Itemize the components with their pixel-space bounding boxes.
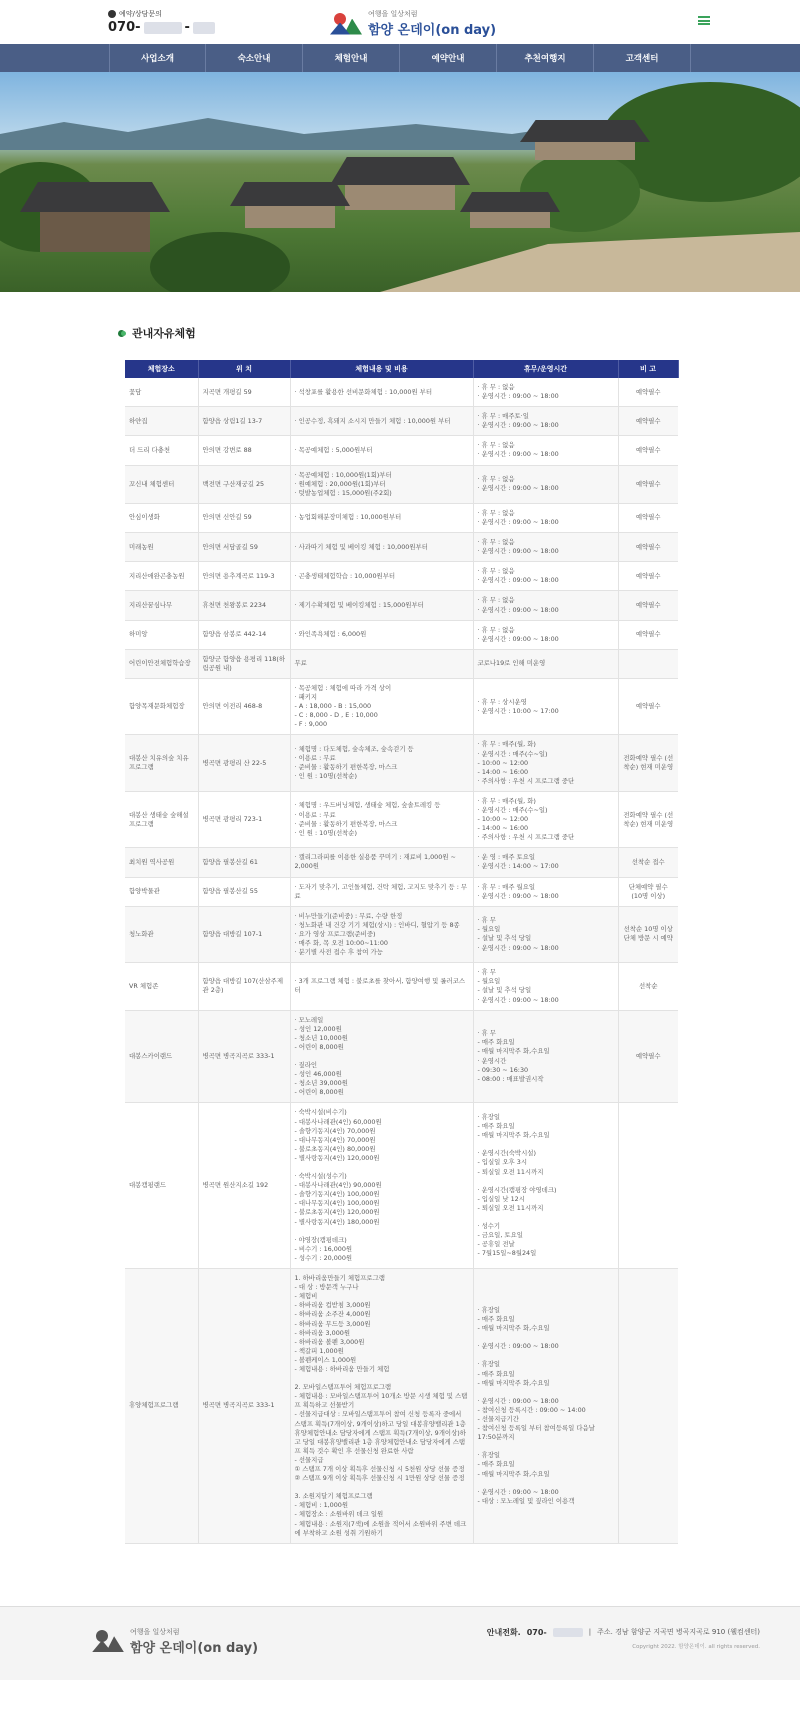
table-row: [125, 503, 678, 532]
table-cell: 안의면 신안길 59: [198, 503, 290, 532]
table-cell: · 휴 무 : 없음 · 운영시간 : 09:00 ~ 18:00: [473, 503, 618, 532]
table-body: [125, 378, 678, 1543]
site-footer: [0, 1606, 800, 1680]
table-header-cell: 체험장소: [125, 360, 198, 378]
table-cell: · 휴 무 - 매주 화요일 - 매월 마지막주 화,수요일 · 운영시간 - 09:30 ~ 16:30 - 08:00 : 매표발권시작: [473, 1010, 618, 1103]
table-row: [125, 735, 678, 791]
blurred-number: [553, 1628, 583, 1637]
table-cell: 미래농원: [125, 533, 198, 562]
table-row: [125, 877, 678, 906]
table-cell: 1. 하바리움만들기 체험프로그램 - 대 상 : 방문객 누구나 - 체험비 - 하바리움 컵받침 3,000원 - 하바리움 소주잔 4,000원 - 하바리움 무드등 3,000원 - 하바리움 3,000원 - 하바리움 볼펜 3,000원 - 책갈피 1,000원 - 볼펜케이스 1,000원 - 체험내용 : 하바리움 만들기 체험 2. 모바일스탬프투어 체험프로그램 - 체험내용 : 모바일스탬프투어 10개소 방문 시생 체험 및 스탬프 획득하고 선물받기 - 선물지급대상 : 모바일스탬프투어 참여 신청 등록자 중에서 스탬프 획득(7개이상, 9개이상)하고 당일 대봉휴양밸리관 1층 휴양체험안내소 담당자에게 스탬프 획득(7개이상, 9개이상)하고 당일 대봉휴양밸리관 1층 휴양체험안내소 담당자에게 스탬프 획득 것수 확인 후 선물신청 완료한 사람 - 선물지급 ① 스탬프 7개 이상 획득후 선물신청 시 5천원 상당 선물 증정 ② 스탬프 9개 이상 획득후 선물신청 시 1만원 상당 선물 증정 3. 소원지달기 체험프로그램 - 체험비 : 1,000원 - 체험장소 : 소원바위 데크 일원 - 체험내용 : 소원지(7색)에 소원을 적어서 소원바위 주변 데크에 부착하고 소원 성취 기원하기: [290, 1269, 473, 1544]
nav-item-support[interactable]: 고객센터: [594, 44, 691, 72]
table-header-cell: 체험내용 및 비용: [290, 360, 473, 378]
site-header: [0, 0, 800, 44]
table-cell: 하얀집: [125, 407, 198, 436]
footer-logo-mark-icon: [92, 1628, 126, 1654]
table-row: [125, 407, 678, 436]
footer-info: 안내전화. 070- | 주소. 경남 함양군 지곡면 병곡지곡로 910 (웰컴센터) Copyright 2022. 함양온데이. all rights reserved.: [486, 1627, 760, 1650]
table-cell: 휴양체험프로그램: [125, 1269, 198, 1544]
table-cell: · 휴 무 : 상시운영 · 운영시간 : 10:00 ~ 17:00: [473, 678, 618, 734]
blurred-number: [193, 22, 215, 34]
nav-item-experience[interactable]: 체험안내: [303, 44, 400, 72]
table-cell: · 휴 무 : 없음 · 운영시간 : 09:00 ~ 18:00: [473, 378, 618, 407]
table-cell: · 휴 무 : 없음 · 운영시간 : 09:00 ~ 18:00: [473, 533, 618, 562]
table-cell: 대봉스카이랜드: [125, 1010, 198, 1103]
table-cell: · 휴 무 : 매주 월요일 · 운영시간 : 09:00 ~ 18:00: [473, 877, 618, 906]
table-cell: 예약필수: [618, 436, 678, 465]
blurred-number: [144, 22, 182, 34]
table-cell: · 곤충생태체험학습 : 10,000원부터: [290, 562, 473, 591]
table-cell: · 휴 무 : 없음 · 운영시간 : 09:00 ~ 18:00: [473, 620, 618, 649]
table-cell: · 휴 무 : 없음 · 운영시간 : 09:00 ~ 18:00: [473, 465, 618, 503]
table-cell: 더 드리 다충천: [125, 436, 198, 465]
footer-logo[interactable]: [92, 1627, 258, 1656]
section-title: [118, 325, 800, 341]
table-cell: 전화예약 필수 (선착순) 현재 미운영: [618, 735, 678, 791]
table-row: [125, 436, 678, 465]
table-cell: · 휴 무 : 매주(월, 화) · 운영시간 : 매주(수~일) - 10:00 ~ 12:00 - 14:00 ~ 16:00 · 주의사항 : 우천 시 프로그램 중단: [473, 791, 618, 847]
table-cell: 선착순 접수: [618, 848, 678, 877]
table-cell: 안의면 강변로 88: [198, 436, 290, 465]
table-cell: · 휴 무 - 월요일 - 설날 및 추석 당일 · 운영시간 : 09:00 ~ 18:00: [473, 963, 618, 1010]
table-cell: · 목공예체험 : 10,000원(1회)부터 · 원예체험 : 20,000원(1회)부터 · 텃밭농업체험 : 15,000원(주2회): [290, 465, 473, 503]
table-row: [125, 848, 678, 877]
table-cell: · 체험명 : 다도체험, 숲속체조, 숲속걷기 등 · 이용료 : 무료 · 준비물 : 활동하기 편한복장, 마스크 · 인 원 : 10명(선착순): [290, 735, 473, 791]
footer-logo-title: 함양 온데이(on day): [130, 1640, 259, 1656]
table-header-cell: 비 고: [618, 360, 678, 378]
table-cell: · 제기수확체험 및 베이킹체험 : 15,000원부터: [290, 591, 473, 620]
phone-icon: [108, 10, 116, 18]
footer-contact-label: 안내전화.: [486, 1627, 521, 1637]
table-cell: 함양목재문화체험장: [125, 678, 198, 734]
table-cell: 병곡면 병곡지곡로 333-1: [198, 1269, 290, 1544]
table-cell: 예약필수: [618, 407, 678, 436]
hero-banner-image: [0, 72, 800, 292]
table-cell: · 3개 프로그램 체험 : 불로초를 찾아서, 함양여행 및 롤러코스터: [290, 963, 473, 1010]
table-row: [125, 378, 678, 407]
phone-label: 예약/상담문의: [119, 9, 162, 18]
section-title-text: 관내자유체험: [132, 327, 196, 340]
table-cell: 안심이생화: [125, 503, 198, 532]
table-cell: 병곡면 원산지소길 192: [198, 1103, 290, 1269]
footer-contact-prefix: 070-: [526, 1627, 547, 1637]
table-cell: · 농업회해분장미체험 : 10,000원부터: [290, 503, 473, 532]
table-row: [125, 591, 678, 620]
table-cell: · 목공예체험 : 5,000원부터: [290, 436, 473, 465]
table-cell: · 비누만들기(준비중) : 무료, 수량 한정 · 청노화관 내 건강 기기 체험(상시) : 인바디, 혈압기 등 8종 · 요가 영상 프로그램(준비중) · 매주 화, 목 오전 10:00~11:00 · 분기별 사전 접수 후 참여 가능: [290, 906, 473, 962]
table-cell: 대봉산 치유의숲 치유프로그램: [125, 735, 198, 791]
table-cell: 꼬신내 체험센터: [125, 465, 198, 503]
table-cell: 병곡면 광평리 산 22-5: [198, 735, 290, 791]
nav-item-about[interactable]: 사업소개: [109, 44, 206, 72]
table-cell: 대봉캠핑랜드: [125, 1103, 198, 1269]
table-cell: [618, 1103, 678, 1269]
table-cell: 안의면 서담골길 59: [198, 533, 290, 562]
table-cell: 함양읍 필봉산길 61: [198, 848, 290, 877]
experience-table: [125, 360, 679, 1544]
table-cell: 코로나19로 인해 미운영: [473, 649, 618, 678]
table-cell: 휴천면 천왕봉로 2234: [198, 591, 290, 620]
table-cell: · 휴장일 - 매주 화요일 - 매월 마지막주 화,수요일 · 운영시간(숙박시설) - 입실일 오후 3시 - 퇴실일 오전 11시까지 · 운영시간(캠핑장 야영데크) - 입실일 낮 12시 - 퇴실일 오전 11시까지 · 성수기 - 금요일, 토요일 - 공휴일 전날 - 7월15일~8월24일: [473, 1103, 618, 1269]
contact-phone[interactable]: 예약/상담문의 070- -: [108, 10, 215, 34]
table-cell: VR 체험존: [125, 963, 198, 1010]
table-cell: 함양읍 대방길 107-1: [198, 906, 290, 962]
nav-item-travel[interactable]: 추천여행지: [497, 44, 594, 72]
table-cell: [618, 649, 678, 678]
table-cell: 예약필수: [618, 620, 678, 649]
section-bullet-icon: [118, 330, 127, 337]
table-row: [125, 562, 678, 591]
table-row: [125, 791, 678, 847]
table-cell: 무료: [290, 649, 473, 678]
table-cell: · 목공체험 : 체험에 따라 가격 상이 · 패키지 - A : 18,000 - B : 15,000 - C : 8,000 - D , E : 10,000 - F : 9,000: [290, 678, 473, 734]
table-cell: 함양읍 대방길 107(산삼주제관 2층): [198, 963, 290, 1010]
footer-address: 주소. 경남 함양군 지곡면 병곡지곡로 910 (웰컴센터): [597, 1628, 760, 1637]
table-cell: 하미앙: [125, 620, 198, 649]
table-row: [125, 963, 678, 1010]
table-cell: 지곡면 개평길 59: [198, 378, 290, 407]
hamburger-menu-icon[interactable]: [698, 16, 710, 25]
table-cell: · 도자기 맞추기, 고인돌체험, 건탁 체험, 고지도 맞추기 등 : 무료: [290, 877, 473, 906]
table-cell: · 캘리그라피를 이용한 실용품 꾸미기 : 재료비 1,000원 ~ 2,000원: [290, 848, 473, 877]
logo-mark-icon: [330, 11, 364, 37]
table-cell: 예약필수: [618, 1010, 678, 1103]
table-cell: 함양읍 필봉산길 55: [198, 877, 290, 906]
table-row: [125, 533, 678, 562]
table-cell: 예약필수: [618, 503, 678, 532]
experience-table-container: [125, 360, 678, 1544]
main-nav: [0, 44, 800, 72]
table-cell: 함양읍 상림1길 13-7: [198, 407, 290, 436]
table-cell: · 휴 무 : 없음 · 운영시간 : 09:00 ~ 18:00: [473, 436, 618, 465]
table-cell: 병곡면 광평리 723-1: [198, 791, 290, 847]
table-cell: 선착순: [618, 963, 678, 1010]
table-row: [125, 620, 678, 649]
table-cell: 선착순 10명 이상 단체 방문 시 예약: [618, 906, 678, 962]
table-cell: 안의면 이전리 468-8: [198, 678, 290, 734]
table-cell: 지리산꿈심나무: [125, 591, 198, 620]
table-cell: 단체예약 필수 (10명 이상): [618, 877, 678, 906]
site-logo[interactable]: [330, 9, 496, 38]
table-cell: · 사과따기 체험 및 베이킹 체험 : 10,000원부터: [290, 533, 473, 562]
footer-logo-subtitle: 여행을 일상처럼: [130, 1627, 180, 1636]
table-row: [125, 1103, 678, 1269]
table-cell: 백전면 구산재궁길 25: [198, 465, 290, 503]
table-cell: 함양읍 삼봉로 442-14: [198, 620, 290, 649]
table-cell: · 인공수정, 흑돼지 소시지 만들기 체험 : 10,000원 부터: [290, 407, 473, 436]
table-cell: 예약필수: [618, 591, 678, 620]
table-header-cell: 휴무/운영시간: [473, 360, 618, 378]
table-row: [125, 465, 678, 503]
footer-copyright: Copyright 2022. 함양온데이. all rights reserved.: [632, 1643, 760, 1650]
table-cell: 예약필수: [618, 533, 678, 562]
table-cell: 함양박물관: [125, 877, 198, 906]
table-cell: · 모노레일 - 성인 12,000원 - 청소년 10,000원 - 어린이 8,000원 · 짚라인 - 성인 46,000원 - 청소년 39,000원 - 어린이 8,000원: [290, 1010, 473, 1103]
table-cell: · 휴 무 : 매주(월, 화) · 운영시간 : 매주(수~일) - 10:00 ~ 12:00 - 14:00 ~ 16:00 · 주의사항 : 우천 시 프로그램 중단: [473, 735, 618, 791]
table-cell: · 석창포를 활용한 선비문화체험 : 10,000원 부터: [290, 378, 473, 407]
logo-title: 함양 온데이(on day): [368, 23, 497, 38]
table-cell: 어린이안전체험학습장: [125, 649, 198, 678]
table-cell: 꽃담: [125, 378, 198, 407]
table-cell: 대봉산 생태숲 숲해설 프로그램: [125, 791, 198, 847]
table-row: [125, 1010, 678, 1103]
table-cell: · 휴장일 - 매주 화요일 - 매월 마지막주 화,수요일 · 운영시간 : 09:00 ~ 18:00 · 휴장일 - 매주 화요일 - 매월 마지막주 화,수요일 · 운영시간 : 09:00 ~ 18:00 - 참여신청 등록시간 : 09:00 ~ 14:00 - 선물지급기간 - 참여신청 등록일 부터 참여등록일 다음날 17:50분까지 · 휴장일 - 매주 화요일 - 매월 마지막주 화,수요일 · 운영시간 : 09:00 ~ 18:00 - 대상 : 모노레일 및 짚라인 이용객: [473, 1269, 618, 1544]
table-cell: 최치원 역사공원: [125, 848, 198, 877]
table-cell: · 휴 무 - 월요일 - 설날 및 추석 당일 · 운영시간 : 09:00 ~ 18:00: [473, 906, 618, 962]
table-cell: 예약필수: [618, 465, 678, 503]
table-row: [125, 678, 678, 734]
nav-item-reservation[interactable]: 예약안내: [400, 44, 497, 72]
table-cell: 예약필수: [618, 562, 678, 591]
table-header-cell: 위 치: [198, 360, 290, 378]
table-cell: · 와인족욕체험 : 6,000원: [290, 620, 473, 649]
table-header-row: [125, 360, 678, 378]
table-cell: 청노화관: [125, 906, 198, 962]
table-cell: · 휴 무 : 매주토·일 · 운영시간 : 09:00 ~ 18:00: [473, 407, 618, 436]
table-cell: 병곡면 병곡지곡로 333-1: [198, 1010, 290, 1103]
table-cell: 예약필수: [618, 678, 678, 734]
table-cell: 함양군 함양읍 용평리 118(하림공원 내): [198, 649, 290, 678]
table-row: [125, 1269, 678, 1544]
table-row: [125, 649, 678, 678]
nav-item-lodging[interactable]: 숙소안내: [206, 44, 303, 72]
table-cell: 전화예약 필수 (선착순) 현재 미운영: [618, 791, 678, 847]
table-cell: 지리산애완곤충농원: [125, 562, 198, 591]
table-cell: · 휴 무 : 없음 · 운영시간 : 09:00 ~ 18:00: [473, 562, 618, 591]
table-cell: · 운 영 : 매주 토요일 · 운영시간 : 14:00 ~ 17:00: [473, 848, 618, 877]
table-cell: · 휴 무 : 없음 · 운영시간 : 09:00 ~ 18:00: [473, 591, 618, 620]
logo-subtitle: 여행을 일상처럼: [368, 10, 418, 18]
phone-prefix: 070-: [108, 20, 141, 35]
table-cell: 예약필수: [618, 378, 678, 407]
table-cell: 안의면 용추계곡로 119-3: [198, 562, 290, 591]
table-cell: [618, 1269, 678, 1544]
table-cell: · 체험명 : 우드버닝체험, 생태숲 체험, 숲솔트레킹 등 · 이용료 : 무료 · 준비물 : 활동하기 편한복장, 마스크 · 인 원 : 10명(선착순): [290, 791, 473, 847]
table-cell: · 숙박시설(비수기) - 대봉사나래관(4인) 60,000원 - 솔향기동지(4인) 70,000원 - 대나무동지(4인) 70,000원 - 불로초동지(4인) 80,000원 - 별사랑동지(4인) 120,000원 · 숙박시설(성수기) - 대봉사나래관(4인) 90,000원 - 솔향기동지(4인) 100,000원 - 대나무동지(4인) 100,000원 - 불로초동지(4인) 120,000원 - 별사랑동지(4인) 180,000원 · 야영장(캠핑데크) - 비수기 : 16,000원 - 성수기 : 20,000원: [290, 1103, 473, 1269]
table-row: [125, 906, 678, 962]
